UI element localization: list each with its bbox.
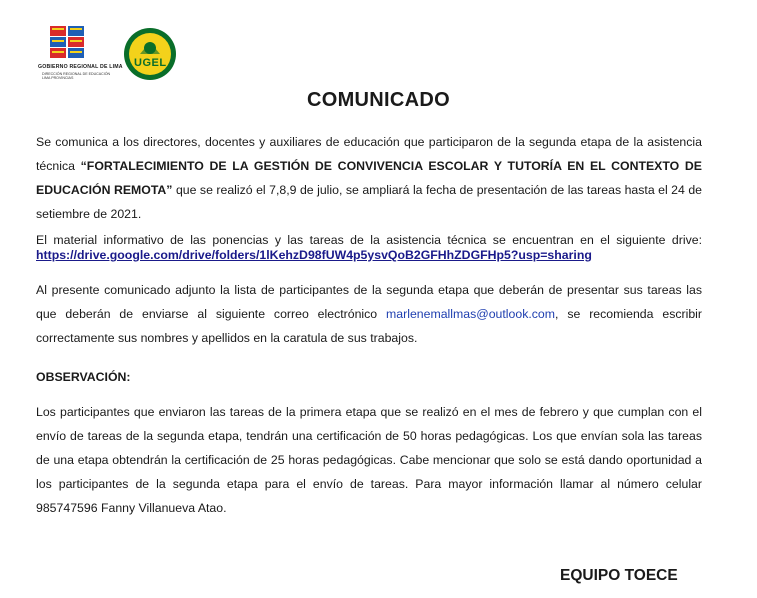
paragraph-observation: Los participantes que enviaron las tareas de la primera etapa que se realizó en el mes de febrero y que cumplan con el envío de tareas de la segunda etapa, tendrán una certificación de 50 horas pedagógicas. Los que envían sola las tareas de una etapa obtendrán la certificación de 25 horas pedagógicas. Cabe mencionar que solo se está dando oportunidad a los participantes de la segunda etapa para el envío de tareas. Para mayor información llamar al número celular 985747596 Fanny Villanueva Atao. <box>36 405 702 515</box>
ugel-logo <box>122 26 178 82</box>
email-link[interactable]: marlenemallmas@outlook.com <box>386 307 556 321</box>
observation-heading: OBSERVACIÓN: <box>36 370 131 384</box>
ugel-text: UGEL <box>134 57 167 69</box>
ugel-seal-icon <box>122 26 178 82</box>
signature: EQUIPO TOECE <box>560 567 678 584</box>
p2-text: El material informativo de las ponencias y las tareas de la asistencia técnica se encuentran en el siguiente drive: <box>36 233 702 247</box>
gobierno-regional-logo <box>38 24 123 90</box>
p3-text-a: Al presente comunicado adjunto la lista de participantes de la segunda etapa que deberán de presentar sus tareas las que deberán de enviarse al siguiente correo electrónico <box>36 283 702 321</box>
header-logos <box>38 24 188 90</box>
paragraph-announcement <box>36 130 702 226</box>
drive-link[interactable]: https://drive.google.com/drive/folders/1lKehzD98fUW4p5ysvQoB2GFHhZDGFHp5?usp=sharing <box>36 248 592 262</box>
p1-text-a: Se comunica a los directores, docentes y auxiliares de educación que participaron de la segunda etapa de la asistencia técnica <box>36 135 702 173</box>
gobierno-regional-emblem-icon <box>38 24 98 62</box>
paragraph-drive <box>36 233 702 263</box>
page-title: COMUNICADO <box>307 89 450 111</box>
p3-text-b: , se recomienda escribir correctamente sus nombres y apellidos en la caratula de sus trabajos. <box>36 307 702 345</box>
gob-name: GOBIERNO REGIONAL DE LIMA <box>38 64 123 70</box>
paragraph-email <box>36 278 702 350</box>
p1-text-c: que se realizó el 7,8,9 de julio, se ampliará la fecha de presentación de las tareas hasta el 24 de setiembre de 2021. <box>36 183 703 221</box>
gob-subtitle: DIRECCIÓN REGIONAL DE EDUCACIÓN LIMA PROVINCIAS <box>42 72 111 81</box>
p1-course-name: “FORTALECIMIENTO DE LA GESTIÓN DE CONVIVENCIA ESCOLAR Y TUTORÍA EN EL CONTEXTO DE EDUCACIÓN REMOTA” <box>36 159 702 197</box>
